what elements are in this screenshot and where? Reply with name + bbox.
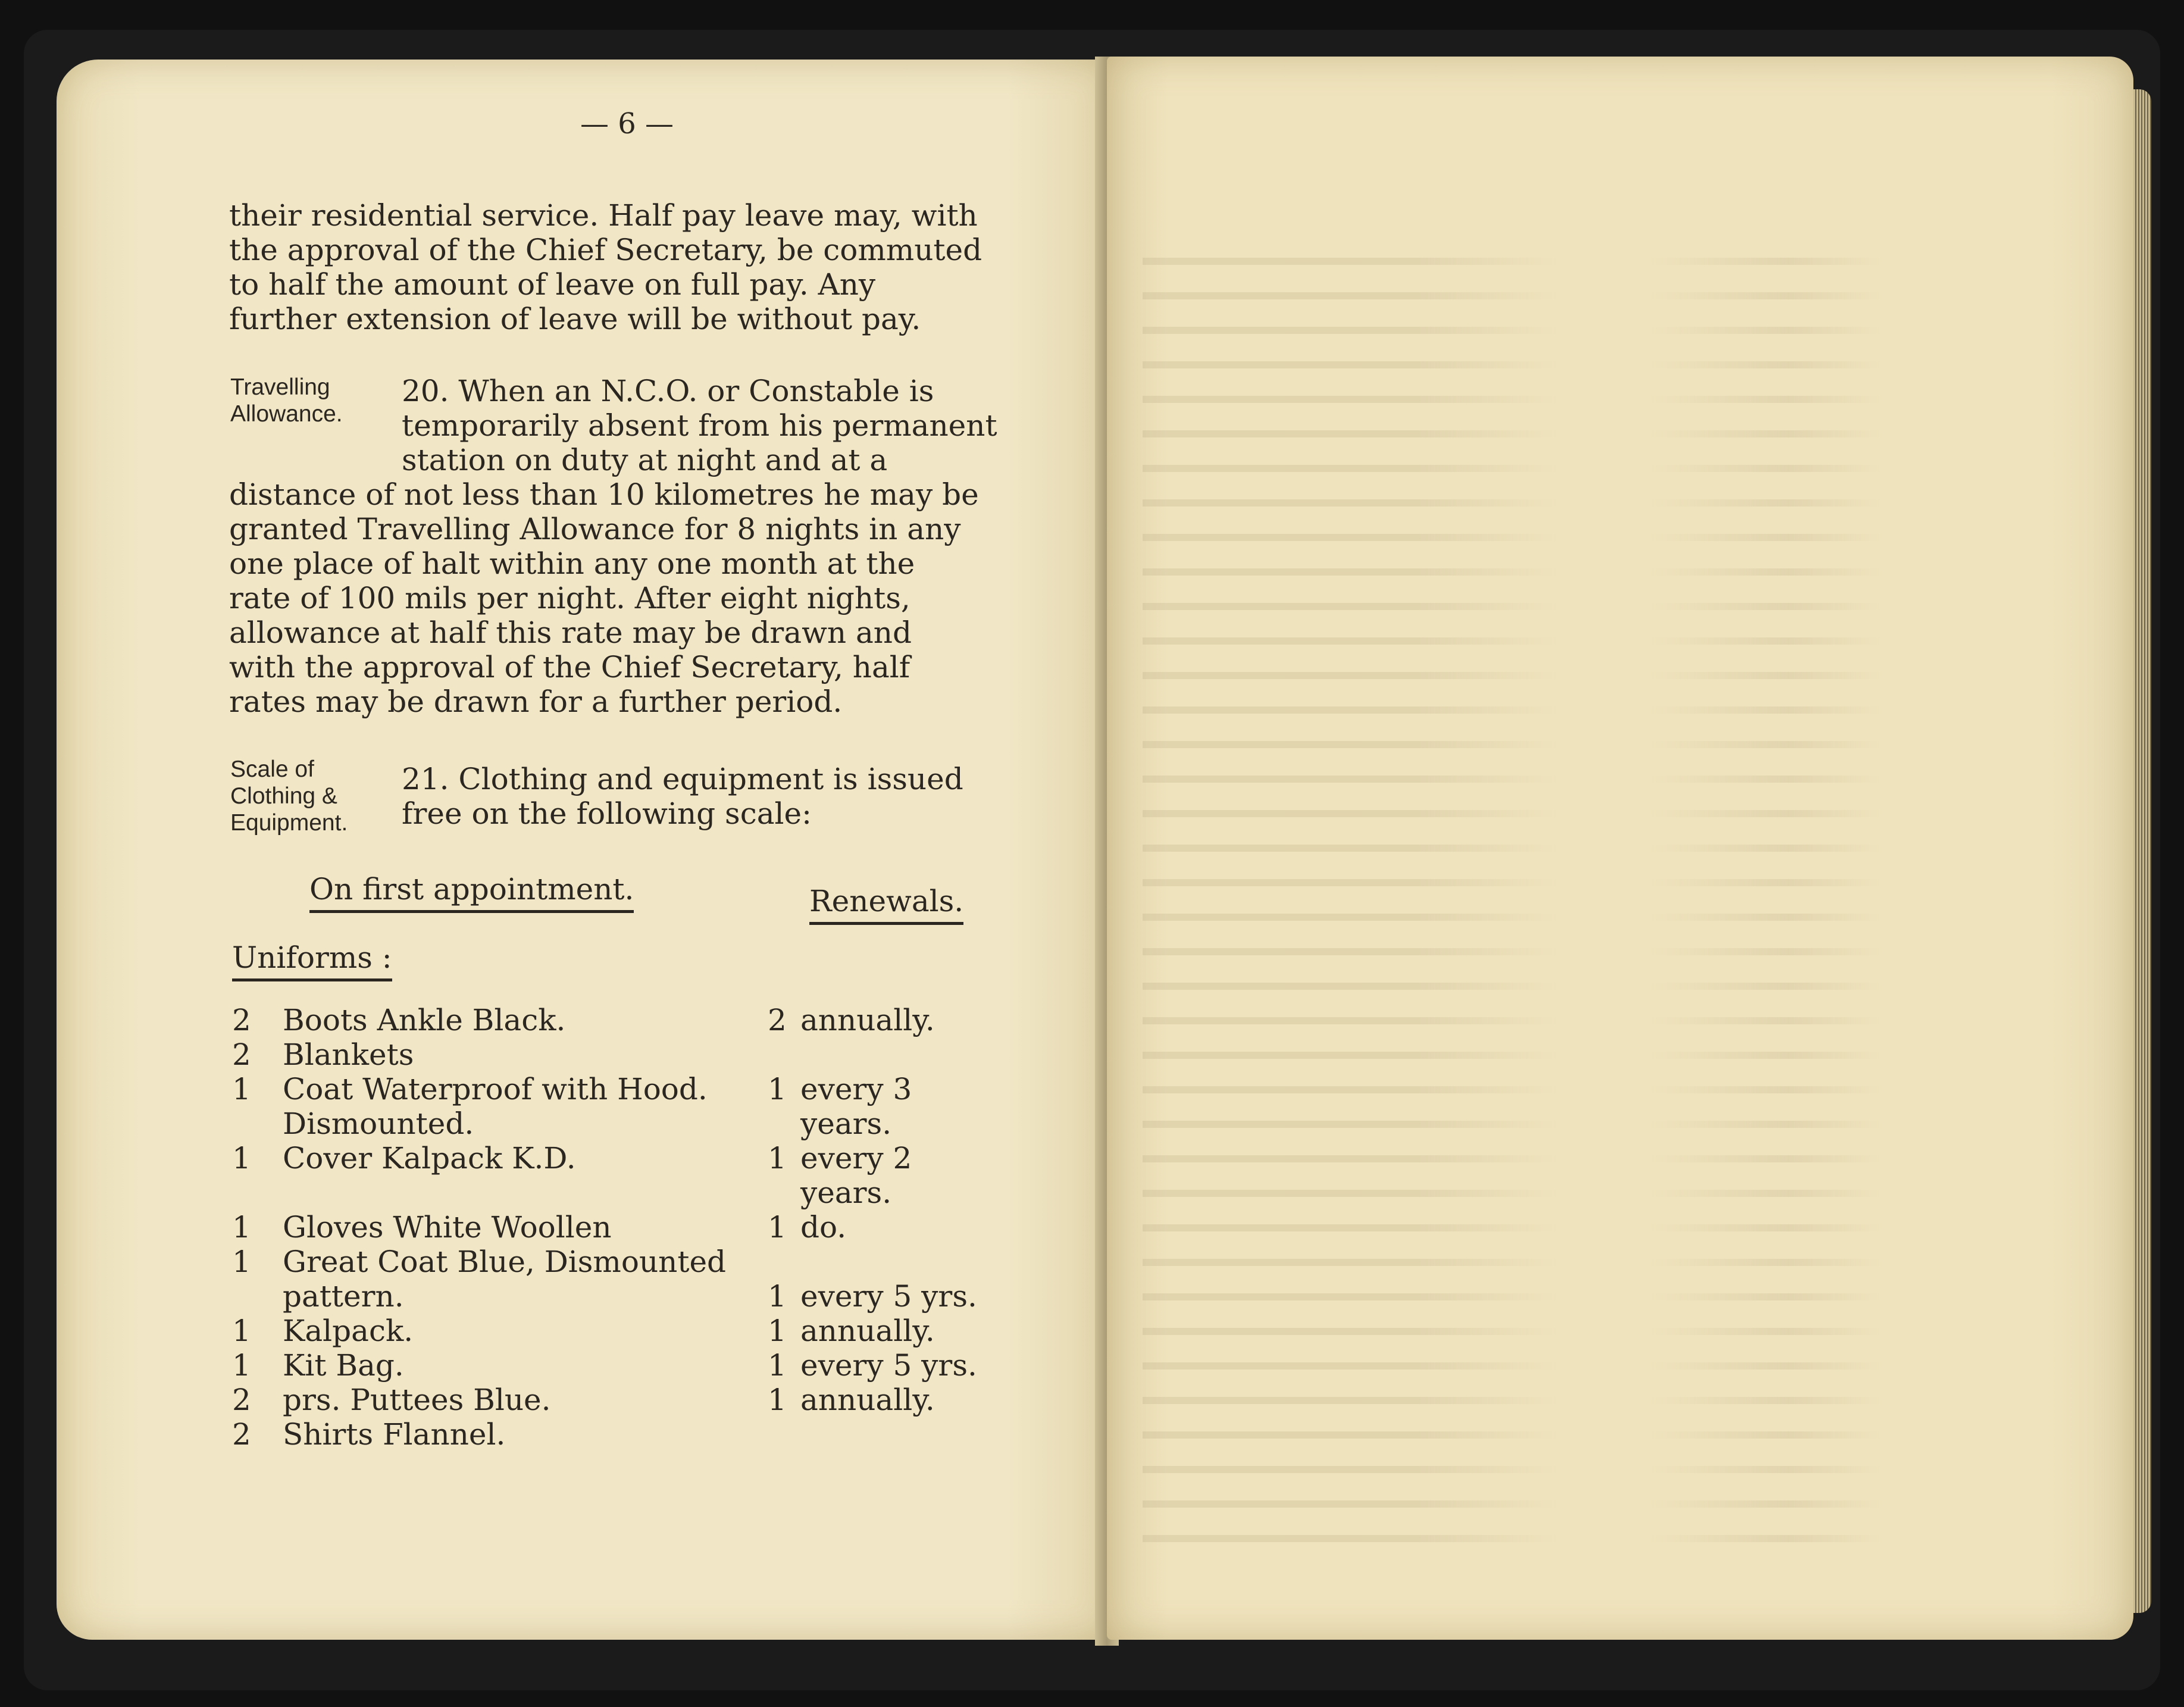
side-note-allowance: Allowance. bbox=[230, 401, 343, 427]
row-quantity: 1 bbox=[232, 1141, 251, 1175]
row-quantity: 1 bbox=[232, 1245, 251, 1279]
row-item: prs. Puttees Blue. bbox=[283, 1383, 551, 1417]
row-renewal: annually. bbox=[800, 1003, 935, 1037]
section-21-line: free on the following scale: bbox=[402, 796, 812, 831]
section-20-line: granted Travelling Allowance for 8 nights in any bbox=[229, 512, 961, 546]
section-20-line: rates may be drawn for a further period. bbox=[229, 684, 843, 719]
row-renewal: do. bbox=[800, 1210, 847, 1245]
row-quantity: 2 bbox=[232, 1003, 251, 1037]
uniforms-heading: Uniforms : bbox=[232, 940, 392, 981]
bleed-through-text bbox=[1143, 241, 2065, 1550]
row-quantity: 1 bbox=[232, 1314, 251, 1348]
row-item: Cover Kalpack K.D. bbox=[283, 1141, 576, 1175]
column-header-first-appointment: On first appointment. bbox=[309, 872, 634, 913]
section-20-line: distance of not less than 10 kilometres he may be bbox=[229, 477, 979, 512]
row-quantity: 2 bbox=[232, 1037, 251, 1072]
row-renewal-quantity: 1 bbox=[768, 1141, 787, 1175]
row-renewal: years. bbox=[800, 1175, 892, 1210]
row-item: Boots Ankle Black. bbox=[283, 1003, 566, 1037]
row-item: Great Coat Blue, Dismounted bbox=[283, 1245, 727, 1279]
row-renewal: every 2 bbox=[800, 1141, 912, 1175]
section-20-line: 20. When an N.C.O. or Constable is bbox=[402, 374, 934, 408]
side-note-clothing: Clothing & bbox=[230, 783, 337, 809]
row-renewal: every 5 yrs. bbox=[800, 1279, 977, 1314]
section-20-line: with the approval of the Chief Secretary, half bbox=[229, 650, 910, 684]
row-item: Blankets bbox=[283, 1037, 414, 1072]
side-note-travelling: Travelling bbox=[230, 374, 330, 400]
row-renewal: annually. bbox=[800, 1383, 935, 1417]
row-renewal: every 3 bbox=[800, 1072, 912, 1106]
row-item: Coat Waterproof with Hood. bbox=[283, 1072, 708, 1106]
row-renewal-quantity: 1 bbox=[768, 1279, 787, 1314]
side-note-equipment: Equipment. bbox=[230, 810, 348, 836]
intro-line: further extension of leave will be without pay. bbox=[229, 302, 921, 336]
row-item: Kit Bag. bbox=[283, 1348, 404, 1383]
row-renewal-quantity: 1 bbox=[768, 1383, 787, 1417]
row-quantity: 2 bbox=[232, 1383, 251, 1417]
row-item: Kalpack. bbox=[283, 1314, 414, 1348]
left-page bbox=[57, 60, 1113, 1640]
intro-line: their residential service. Half pay leave may, with bbox=[229, 198, 978, 233]
intro-line: to half the amount of leave on full pay. Any bbox=[229, 267, 876, 302]
section-21-line: 21. Clothing and equipment is issued bbox=[402, 762, 963, 796]
row-item: pattern. bbox=[283, 1279, 404, 1314]
intro-line: the approval of the Chief Secretary, be commuted bbox=[229, 233, 983, 267]
row-renewal-quantity: 1 bbox=[768, 1348, 787, 1383]
row-quantity: 2 bbox=[232, 1417, 251, 1452]
page-edges bbox=[2133, 89, 2151, 1613]
section-20-line: one place of halt within any one month at the bbox=[229, 546, 915, 581]
row-renewal-quantity: 1 bbox=[768, 1072, 787, 1106]
row-renewal: every 5 yrs. bbox=[800, 1348, 977, 1383]
side-note-scale: Scale of bbox=[230, 756, 314, 782]
section-20-line: rate of 100 mils per night. After eight nights, bbox=[229, 581, 910, 615]
right-page bbox=[1107, 57, 2133, 1640]
page-number: — 6 — bbox=[580, 107, 674, 140]
row-renewal-quantity: 2 bbox=[768, 1003, 787, 1037]
row-quantity: 1 bbox=[232, 1210, 251, 1245]
section-20-line: station on duty at night and at a bbox=[402, 443, 888, 477]
row-renewal-quantity: 1 bbox=[768, 1314, 787, 1348]
row-quantity: 1 bbox=[232, 1072, 251, 1106]
section-20-line: temporarily absent from his permanent bbox=[402, 408, 997, 443]
row-renewal-quantity: 1 bbox=[768, 1210, 787, 1245]
section-20-line: allowance at half this rate may be drawn and bbox=[229, 615, 912, 650]
row-renewal: years. bbox=[800, 1106, 892, 1141]
column-header-renewals: Renewals. bbox=[809, 884, 963, 925]
row-item: Dismounted. bbox=[283, 1106, 474, 1141]
row-item: Gloves White Woollen bbox=[283, 1210, 612, 1245]
row-quantity: 1 bbox=[232, 1348, 251, 1383]
row-renewal: annually. bbox=[800, 1314, 935, 1348]
row-item: Shirts Flannel. bbox=[283, 1417, 506, 1452]
